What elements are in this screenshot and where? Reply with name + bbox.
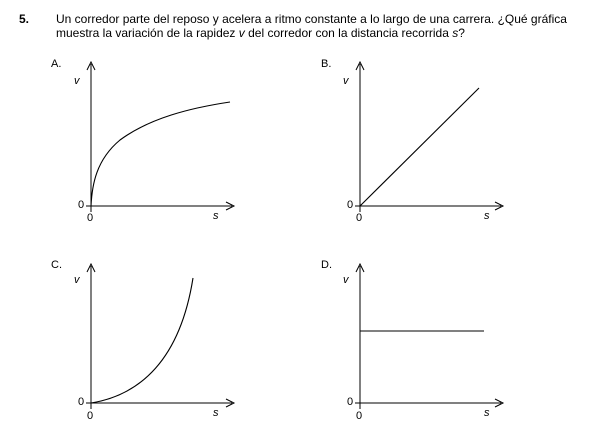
option-b-x-axis (355, 202, 503, 210)
option-d-x-origin-zero: 0 (356, 410, 363, 422)
option-d-y-axis (356, 264, 364, 409)
option-b-y-axis-label: v (343, 75, 349, 87)
option-b-curve (360, 88, 479, 206)
variable-v: v (238, 26, 245, 40)
question-text-part-2: del corredor con la distancia recorrida (244, 26, 453, 40)
option-d-x-axis (355, 399, 503, 407)
option-d-origin-zero: 0 (347, 396, 354, 408)
option-d-x-axis-label: s (484, 407, 490, 419)
option-b-x-origin-zero: 0 (356, 212, 363, 224)
question-number: 5. (19, 12, 30, 26)
option-a-graph[interactable] (51, 58, 234, 224)
option-c-y-axis (87, 264, 95, 409)
option-a-y-axis (87, 62, 95, 212)
option-a-y-axis-label: v (74, 75, 80, 87)
option-a-x-axis (86, 202, 234, 210)
option-c-x-axis (86, 399, 234, 407)
option-c-x-axis-label: s (213, 407, 219, 419)
option-a-label: A. (51, 58, 62, 70)
option-c-graph[interactable] (51, 259, 234, 422)
option-d-graph[interactable] (321, 259, 503, 422)
question-text-part-1: Un corredor parte del reposo y acelera a ritmo constante a lo largo de una carrera. ¿Qué gráfica muestra la variación de la rapidez (56, 12, 567, 40)
option-b-graph[interactable] (321, 58, 503, 224)
variable-s: s (452, 26, 459, 40)
option-c-label: C. (51, 259, 62, 271)
option-a-x-origin-zero: 0 (87, 212, 94, 224)
option-c-x-origin-zero: 0 (87, 410, 94, 422)
option-c-curve (91, 278, 193, 403)
option-d-y-axis-label: v (343, 274, 349, 286)
option-a-curve (91, 102, 230, 206)
option-b-origin-zero: 0 (347, 199, 354, 211)
option-c-origin-zero: 0 (78, 396, 85, 408)
option-c-y-axis-label: v (74, 274, 80, 286)
option-d-label: D. (321, 259, 332, 271)
option-a-origin-zero: 0 (78, 199, 85, 211)
option-a-x-axis-label: s (213, 210, 219, 222)
option-b-y-axis (356, 62, 364, 212)
option-b-x-axis-label: s (484, 210, 490, 222)
option-b-label: B. (321, 58, 332, 70)
question-text-part-3: ? (458, 26, 465, 40)
